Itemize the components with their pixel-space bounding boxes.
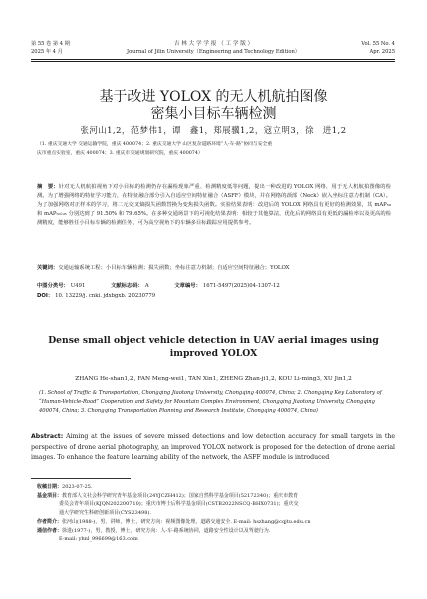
- header-volume-en: [361, 41, 395, 56]
- footnote-corresponding: [37, 527, 391, 544]
- article-no-value: 1671-5497(2025)04-1307-12: [202, 283, 280, 289]
- doi-label: DOI：: [37, 293, 54, 299]
- received-label: 收稿日期：: [37, 484, 63, 490]
- clc-value: U491: [70, 283, 86, 289]
- abstract-en: [31, 432, 395, 464]
- doi-row: [37, 292, 391, 301]
- paper-title-cn: [0, 89, 427, 123]
- author-bio-label: 作者简介：: [37, 519, 63, 525]
- header-date-en: Apr. 2025: [369, 48, 395, 55]
- clc-label: 中图分类号：: [37, 283, 69, 289]
- header-rule-top: [31, 59, 395, 60]
- footnote-rule: [31, 478, 131, 479]
- header-rule-bottom: [31, 61, 395, 62]
- author-list-en: ZHANG He-shan1,2, FAN Meng-wei1, TAN Xin1, ZHENG Zhan-ji1,2, KOU Li-ming3, XU Jin1,2: [75, 376, 352, 382]
- header-volume-issue-cn: 第 55 卷 第 4 期: [31, 41, 70, 47]
- header-journal-cn: 吉 林 大 学 学 报 （ 工 学 版 ）: [173, 41, 254, 47]
- fund-line1: 教育部人文社会科学研究青年基金项目(24YJCZH412)；国家自然科学基金项目(52172340)；重庆市教育: [62, 493, 299, 499]
- author-bio-text: 张河山(1988-)，男，讲师，博士，研究方向：视频图像处理，道路交通安全. E-mail: hszhang@cqjtu.edu.cn: [62, 519, 311, 525]
- footnote-fund: [37, 492, 391, 517]
- abstract-cn: [37, 183, 391, 228]
- footnote-author: [37, 518, 391, 526]
- keywords-cn: [37, 264, 391, 273]
- corresponding-label: 通信作者：: [37, 528, 63, 534]
- affiliation-cn: [37, 141, 389, 159]
- header-volume-issue-en: Vol. 55 No. 4: [361, 41, 395, 47]
- doi-value: 10. 13229/j. cnki. jdxbgxb. 20230779: [55, 293, 156, 299]
- abstract-en-text: Aiming at the issues of severe missed detections and low detection accuracy for small targets in the perspective of drone aerial photography, an improved YOLOX network is proposed for the detection of drone aerial images. To enhance the feature learning ability of the network, the ASFF module is introduced: [31, 433, 395, 461]
- paper-title-cn-line1: 基于改进 YOLOX 的无人机航拍图像: [99, 89, 328, 105]
- author-list-cn: 张河山1,2，范梦伟1，谭 鑫1，郑展骥1,2，寇立明3，徐 进1,2: [80, 125, 347, 135]
- affiliation-cn-line1: （1. 重庆交通大学 交通运输学院，重庆 400074；2. 重庆交通大学 山区复杂道路环境“人-车-路”协同与安全重: [37, 142, 273, 147]
- abstract-en-label: Abstract:: [31, 433, 64, 440]
- affiliation-en: (1. School of Traffic & Transportation, Chongqing Jiaotong University, Chongqing 400074, China; 2. Chongqing Key Laboratory of “Human-Vehicle-Road” Cooperation and Safety for Mountain Complex Environment, Chongqing Jiaotong University, Chongqing 400074, China; 3. Chongqing Transportation Planning and Research Institute, Chongqing 400074, China): [39, 390, 382, 414]
- doc-code-value: A: [144, 283, 149, 289]
- keywords-cn-label: 关键词：: [37, 265, 59, 271]
- keywords-cn-text: 交通运输系统工程；小目标车辆检测；损失函数；坐标注意力机制；自适应空间特征融合；YOLOX: [58, 265, 290, 271]
- footnote-received: [37, 483, 391, 491]
- header-date-cn: 2025 年 4 月: [31, 48, 63, 55]
- fund-line2: 委员会青年项目(KJQN202200710)；重庆市博士后科学基金项目(CSTB2022NSCQ-BHX0731)；重庆交: [59, 501, 299, 508]
- article-no-label: 文章编号：: [174, 283, 201, 289]
- classification-row: [37, 282, 391, 291]
- header-journal-en: Journal of Jilin University（Engineering and Technology Edition）: [126, 48, 300, 55]
- affiliation-cn-line2: 庆市重点实验室，重庆 400074；3. 重庆市交通规划研究院，重庆 400074）: [37, 150, 203, 156]
- received-date: 2023-07-25.: [62, 484, 93, 490]
- corresponding-email: E-mail: yhnl_996699@163.com: [59, 536, 138, 543]
- fund-line3: 通大学研究生科研创新项目(CYS23498).: [59, 509, 151, 516]
- paper-title-en: Dense small object vehicle detection in UAV aerial images using improved YOLOX: [48, 335, 379, 359]
- abstract-cn-text: 针对无人机航拍视角下对小目标的检测仍存在漏检现象严重、检测精度低等问题，提出一种改进的 YOLOX 网络，用于无人机航拍图像的检测。为了增强网络的特征学习能力，在特征融合部分引入自适应空间特征融合（ASFF）模块，并在网络的颈部（Neck）嵌入坐标注意力机制（CA）。为了加强网络对正样本的学习，将二元交叉熵损失函数替换为变焦损失函数。实验结果表明：改进后的 YOLOX 网络具有更好的检测效果，其 mAP₅₀ 和 mAP₅₀:₉₅ 分别达到了 91.50% 和 79.65%。在多种交通场景下的可视化结果表明：相较于其他算法，优化后的网络具有更低的漏检率以及更高的检测精度，能够胜任小目标车辆的检测任务，可为高空视角下的车辆多目标跟踪应用提供参考。: [37, 184, 391, 227]
- paper-title-cn-line2: 密集小目标车辆检测: [150, 106, 277, 122]
- corresponding-text: 徐进(1977-)，男，教授，博士，研究方向：人-车-路系统协同，道路安全性设计以及驾驶行为.: [62, 528, 271, 534]
- fund-label: 基金项目：: [37, 493, 63, 499]
- doc-code-label: 文献标志码：: [111, 283, 143, 289]
- abstract-cn-label: 摘 要：: [37, 184, 59, 190]
